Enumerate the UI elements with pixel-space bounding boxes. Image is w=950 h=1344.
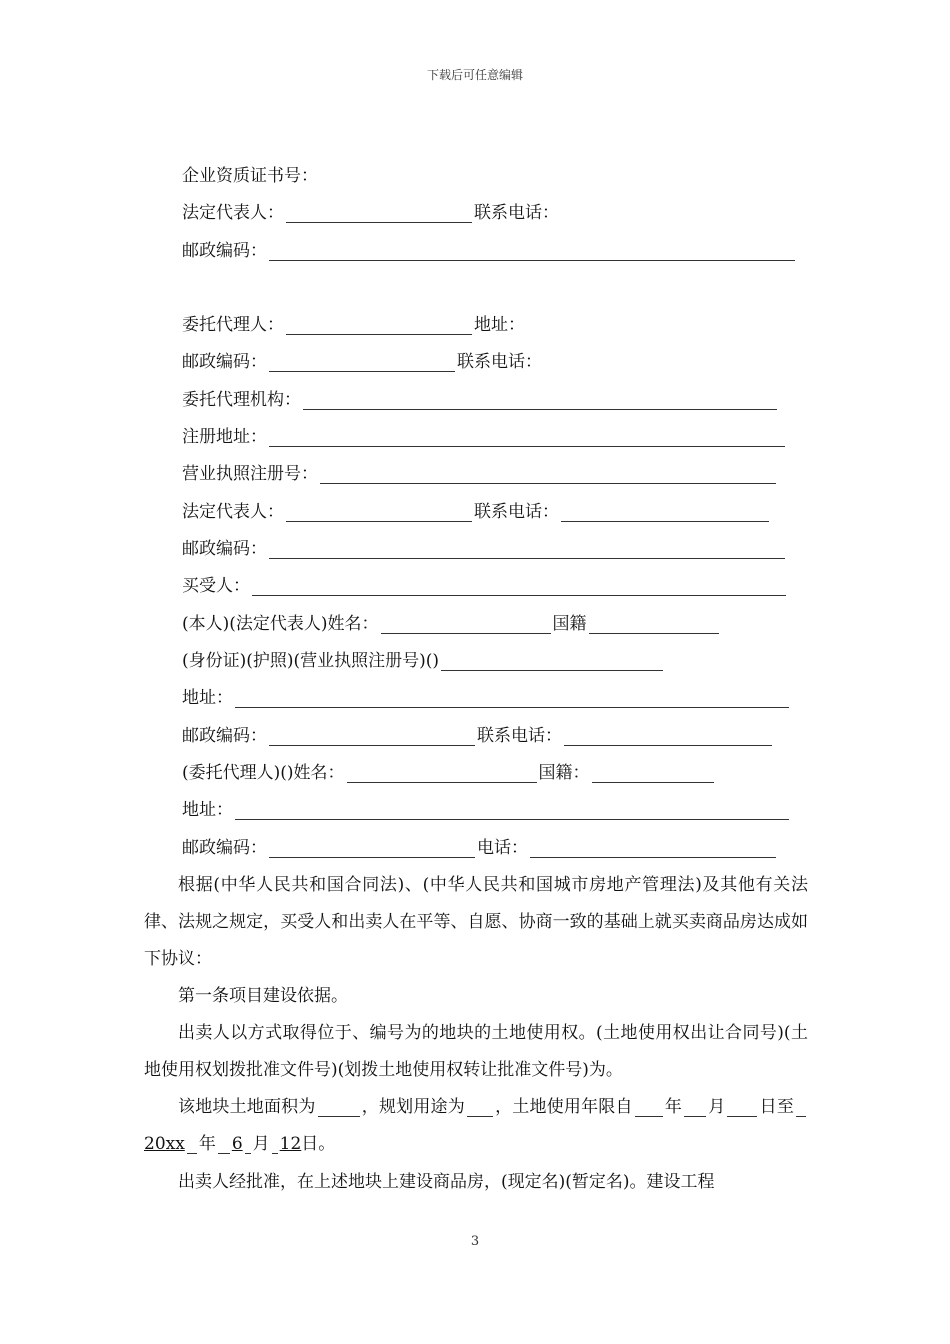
agent-line — [182, 313, 525, 337]
blank-pad[interactable] — [245, 1135, 251, 1154]
id-doc-blank[interactable] — [441, 652, 663, 671]
month-blank[interactable] — [684, 1098, 706, 1117]
license-label: 营业执照注册号： — [182, 464, 318, 484]
page-header: 下载后可任意编辑 — [426, 68, 523, 82]
nationality-blank[interactable] — [592, 764, 714, 783]
postcode-label: 邮政编码： — [182, 838, 267, 858]
id-doc-label: (身份证)(护照)(营业执照注册号)() — [182, 651, 440, 671]
buyer-blank[interactable] — [252, 577, 786, 596]
address-line-3 — [182, 798, 791, 822]
postcode-line-3 — [182, 537, 787, 561]
postcode-label: 邮政编码： — [182, 241, 267, 261]
postcode-label: 邮政编码： — [182, 352, 267, 372]
legal-rep-blank[interactable] — [286, 204, 472, 223]
postcode-blank[interactable] — [269, 353, 455, 372]
postcode-blank[interactable] — [269, 540, 785, 559]
agent-label: 委托代理人： — [182, 315, 284, 335]
address-line-2 — [182, 686, 791, 710]
phone-label: 联系电话： — [457, 352, 542, 372]
use-blank[interactable] — [467, 1098, 493, 1117]
nationality-label: 国籍 — [552, 614, 587, 634]
address-label: 地址： — [182, 800, 233, 820]
agency-line — [182, 388, 779, 412]
buyer-name-label: (本人)(法定代表人)姓名： — [182, 614, 379, 634]
address-label: 地址： — [182, 688, 233, 708]
address-label: 地址： — [474, 315, 525, 335]
postcode-blank[interactable] — [269, 727, 475, 746]
buyer-line — [182, 574, 788, 598]
year-blank[interactable] — [635, 1098, 663, 1117]
tel-label: 电话： — [477, 838, 528, 858]
agent-blank[interactable] — [286, 316, 472, 335]
address-blank[interactable] — [235, 689, 789, 708]
legal-rep-label: 法定代表人： — [182, 203, 284, 223]
postcode-line-4 — [182, 724, 774, 748]
legal-rep-label: 法定代表人： — [182, 502, 284, 522]
nationality-blank[interactable] — [589, 615, 719, 634]
phone-blank[interactable] — [561, 503, 769, 522]
postcode-blank[interactable] — [269, 242, 795, 261]
day-blank[interactable] — [727, 1098, 757, 1117]
area-blank[interactable] — [318, 1098, 360, 1117]
end-year: 20xx — [144, 1134, 185, 1154]
paragraph-article-1: 第一条项目建设依据。 — [178, 986, 348, 1006]
postcode-label: 邮政编码： — [182, 539, 267, 559]
postcode-line-1 — [182, 239, 797, 263]
legal-rep-blank[interactable] — [286, 503, 472, 522]
phone-label: 联系电话： — [474, 203, 559, 223]
agency-blank[interactable] — [303, 391, 777, 410]
legal-rep-line-2 — [182, 500, 771, 524]
reg-address-label: 注册地址： — [182, 427, 267, 447]
buyer-label: 买受人： — [182, 576, 250, 596]
legal-rep-line-1 — [182, 201, 559, 225]
phone-label: 联系电话： — [477, 726, 562, 746]
end-month: 6 — [231, 1134, 243, 1154]
tel-blank[interactable] — [530, 839, 776, 858]
phone-label: 联系电话： — [474, 502, 559, 522]
blank-pad[interactable] — [272, 1135, 278, 1154]
agent-name-blank[interactable] — [347, 764, 537, 783]
blank-pad[interactable] — [218, 1135, 230, 1154]
nationality-label: 国籍： — [538, 763, 590, 783]
id-doc-line — [182, 649, 665, 673]
cert-no-label: 企业资质证书号： — [182, 166, 318, 186]
paragraph-basis: 根据(中华人民共和国合同法)、(中华人民共和国城市房地产管理法)及其他有关法律、法规之规定，买受人和出卖人在平等、自愿、协商一致的基础上就买卖商品房达成如下协议： — [144, 875, 808, 969]
agency-label: 委托代理机构： — [182, 390, 301, 410]
address-blank[interactable] — [235, 801, 789, 820]
license-line — [182, 462, 778, 486]
buyer-name-line — [182, 612, 721, 636]
paragraph-construction: 出卖人经批准，在上述地块上建设商品房，(现定名)(暂定名)。建设工程 — [178, 1172, 715, 1192]
postcode-blank[interactable] — [269, 839, 475, 858]
agent-name-label: (委托代理人)()姓名： — [182, 763, 345, 783]
cert-no-line — [182, 164, 318, 188]
reg-address-line — [182, 425, 787, 449]
postcode-line-2 — [182, 350, 542, 374]
postcode-line-5 — [182, 836, 778, 860]
blank-pad[interactable] — [187, 1135, 197, 1154]
buyer-name-blank[interactable] — [381, 615, 551, 634]
reg-address-blank[interactable] — [269, 428, 785, 447]
page-number: 3 — [470, 1234, 480, 1249]
end-day: 12 — [279, 1134, 302, 1154]
phone-blank[interactable] — [564, 727, 772, 746]
paragraph-land-area: 该地块土地面积为 ，规划用途为 ，土地使用年限自 年 月 日至20xx 年 6 月 12日。 — [144, 1089, 808, 1163]
paragraph-land-rights: 出卖人以方式取得位于、编号为的地块的土地使用权。(土地使用权出让合同号)(土地使用权划拨批准文件号)(划拨土地使用权转让批准文件号)为。 — [144, 1023, 808, 1080]
license-blank[interactable] — [320, 465, 776, 484]
agent-name-line — [182, 761, 716, 785]
postcode-label: 邮政编码： — [182, 726, 267, 746]
blank-pad[interactable] — [796, 1098, 806, 1117]
